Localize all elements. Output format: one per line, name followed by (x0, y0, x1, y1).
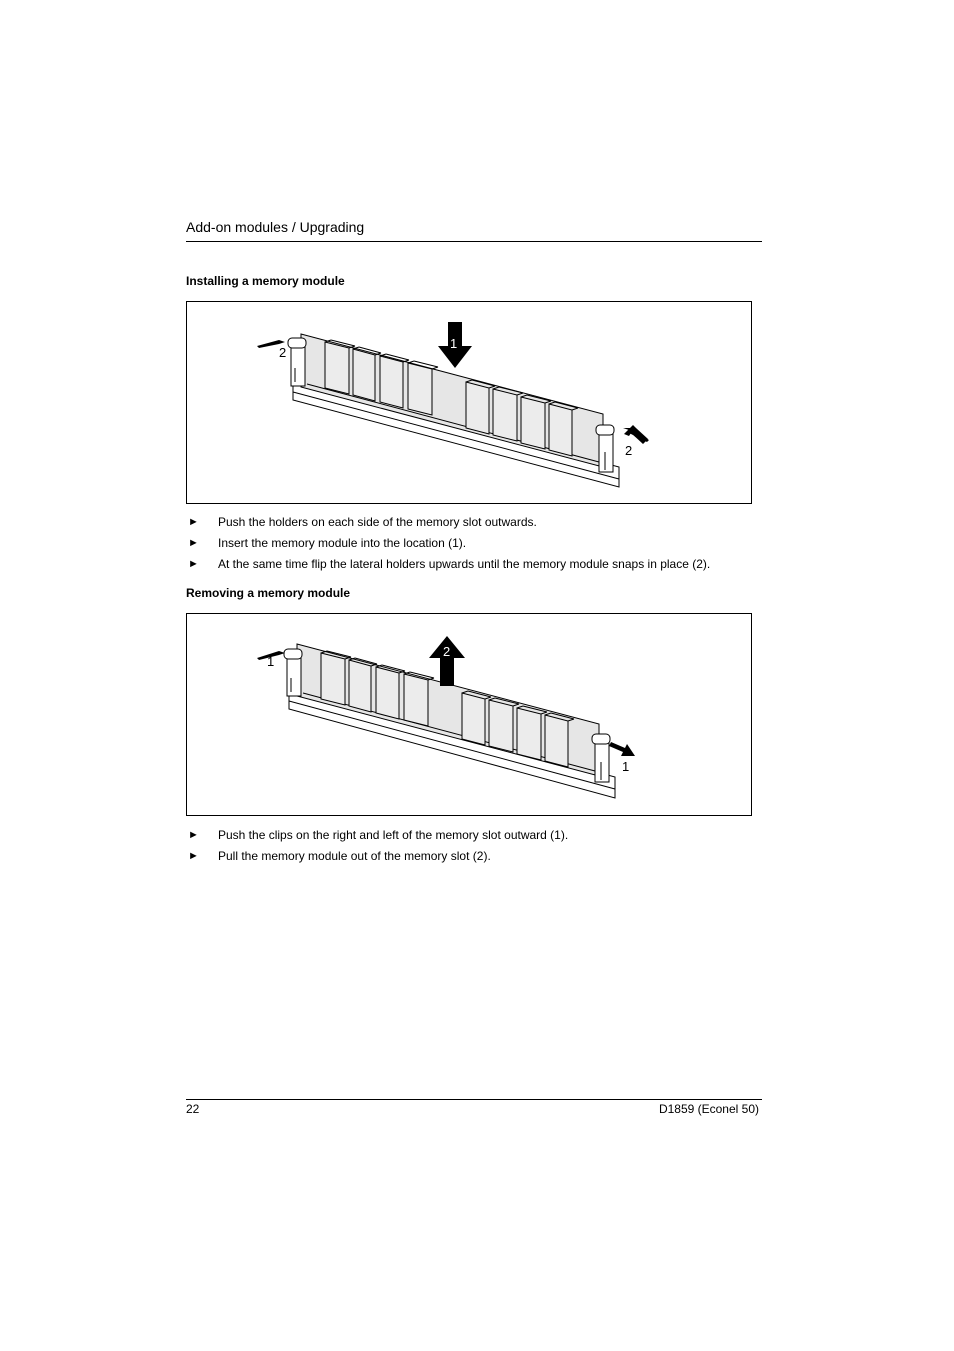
remove-callout-left-clip: 1 (267, 654, 275, 669)
install-step (186, 535, 766, 556)
bullet-arrow-icon: ► (188, 829, 199, 841)
install-step (186, 556, 766, 577)
install-callout-left-clip: 2 (279, 345, 287, 360)
install-illustration (187, 302, 753, 505)
page-number: 22 (186, 1102, 200, 1116)
right-clip-arrow (609, 742, 635, 756)
remove-step (186, 848, 766, 869)
remove-steps (186, 827, 766, 869)
left-holder (291, 342, 305, 386)
install-steps (186, 514, 766, 577)
footer-divider (186, 1099, 762, 1100)
document-title: D1859 (Econel 50) (658, 1102, 759, 1116)
step-text: Insert the memory module into the location (1). (218, 536, 467, 550)
step-text: Push the holders on each side of the memory slot outwards. (218, 515, 537, 529)
bullet-arrow-icon: ► (188, 516, 199, 528)
step-text: Push the clips on the right and left of the memory slot outward (1). (218, 828, 569, 842)
install-callout-insert: 1 (450, 336, 458, 351)
remove-step (186, 827, 766, 848)
install-step (186, 514, 766, 535)
step-text: Pull the memory module out of the memory slot (2). (218, 849, 491, 863)
remove-figure (186, 613, 752, 816)
step-text: At the same time flip the lateral holders upwards until the memory module snaps in place (2). (218, 557, 711, 571)
running-header: Add-on modules / Upgrading (186, 219, 365, 235)
install-heading: Installing a memory module (186, 274, 345, 288)
header-divider (186, 241, 762, 242)
remove-callout-pull: 2 (443, 644, 451, 659)
left-clip (287, 654, 301, 696)
right-clip (595, 739, 609, 782)
remove-heading: Removing a memory module (186, 586, 351, 600)
install-figure (186, 301, 752, 504)
right-holder (599, 430, 613, 472)
bullet-arrow-icon: ► (188, 558, 199, 570)
bullet-arrow-icon: ► (188, 850, 199, 862)
remove-callout-right-clip: 1 (622, 759, 630, 774)
remove-illustration (187, 614, 753, 817)
bullet-arrow-icon: ► (188, 537, 199, 549)
install-callout-right-clip: 2 (625, 443, 633, 458)
